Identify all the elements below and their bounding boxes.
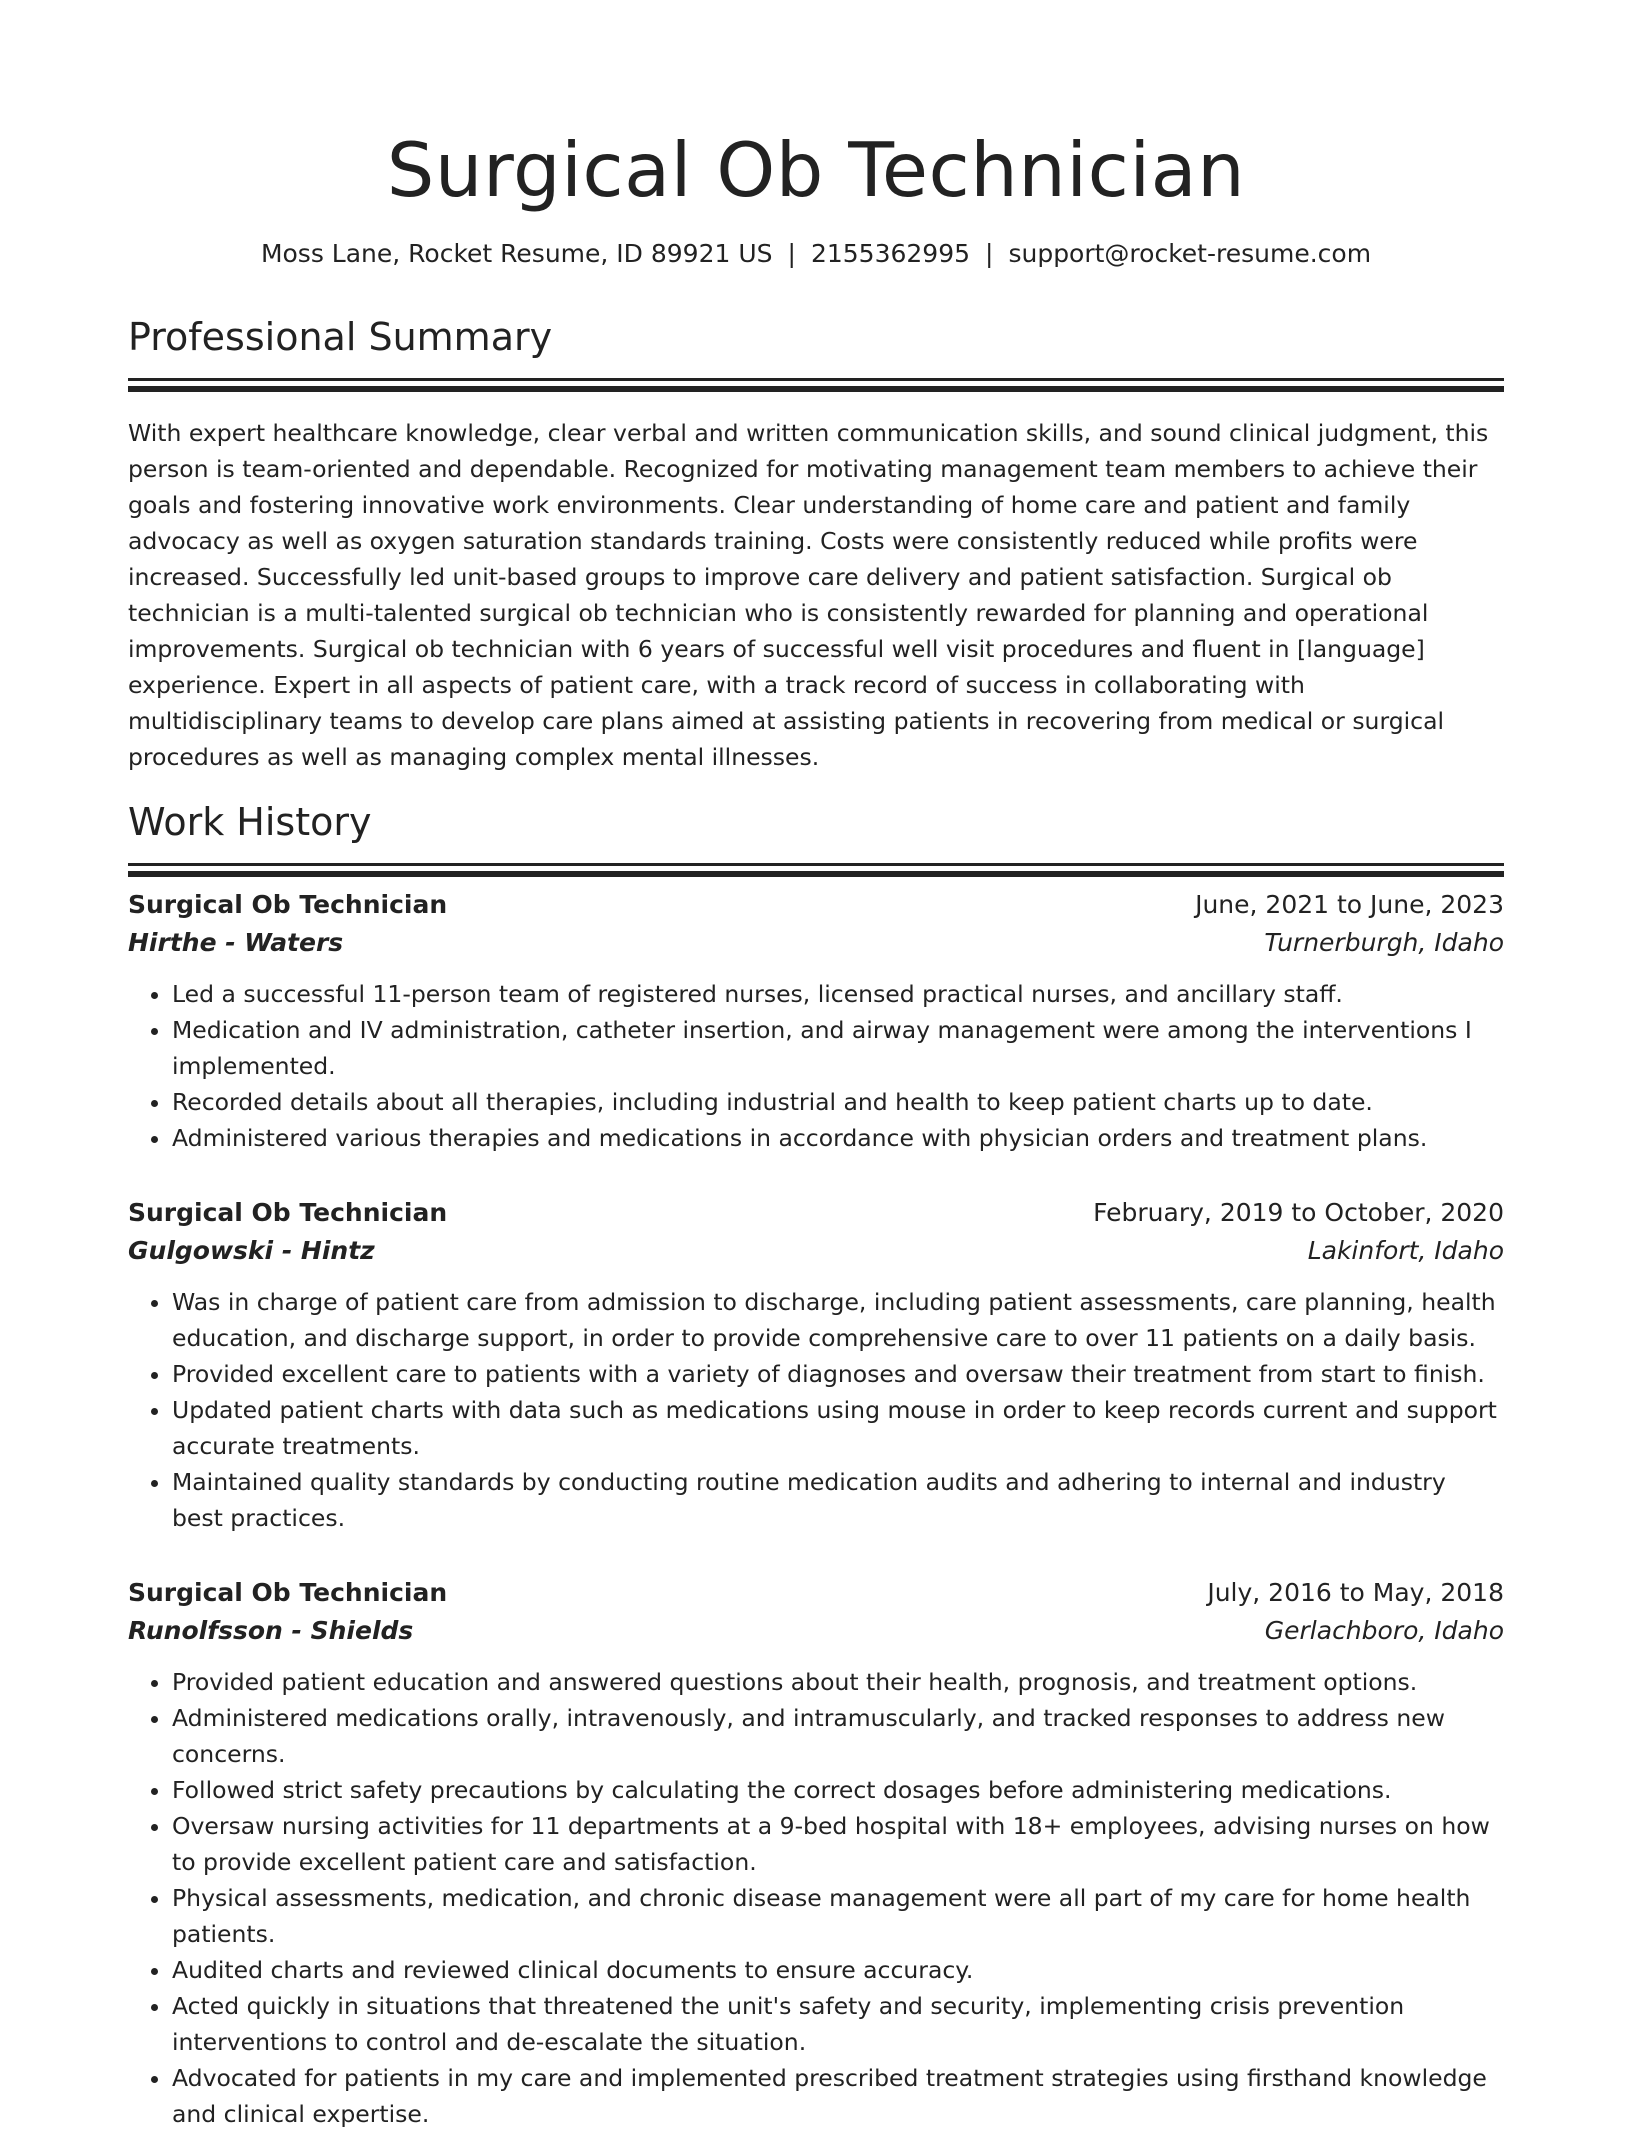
job-location: Lakinfort, Idaho <box>1307 1236 1504 1265</box>
job-dates: June, 2021 to June, 2023 <box>1195 890 1504 919</box>
section-title-work-history: Work History <box>128 800 372 844</box>
contact-separator: | <box>985 239 994 268</box>
contact-email: support@rocket-resume.com <box>1008 239 1372 268</box>
job-entry <box>128 1574 1504 2132</box>
contact-address: Moss Lane, Rocket Resume, ID 89921 US <box>260 239 773 268</box>
job-bullet: • Provided excellent care to patients with a variety of diagnoses and oversaw their treatment from start to finish. <box>172 1356 1504 1392</box>
job-location: Turnerburgh, Idaho <box>1264 928 1504 957</box>
job-bullets <box>128 1284 1504 1536</box>
job-bullet: • Medication and IV administration, catheter insertion, and airway management were among the interventions I implemented. <box>172 1012 1504 1084</box>
job-bullet: • Updated patient charts with data such as medications using mouse in order to keep records current and support accurate treatments. <box>172 1392 1504 1464</box>
job-bullet: • Maintained quality standards by conducting routine medication audits and adhering to internal and industry best practices. <box>172 1464 1504 1536</box>
job-bullet: • Recorded details about all therapies, including industrial and health to keep patient charts up to date. <box>172 1084 1504 1120</box>
job-location: Gerlachboro, Idaho <box>1264 1616 1504 1645</box>
job-bullet: • Administered various therapies and medications in accordance with physician orders and treatment plans. <box>172 1120 1504 1156</box>
job-entry <box>128 886 1504 1156</box>
job-bullet: • Oversaw nursing activities for 11 departments at a 9-bed hospital with 18+ employees, advising nurses on how to provide excellent patient care and satisfaction. <box>172 1808 1504 1880</box>
job-entry <box>128 1194 1504 1536</box>
professional-summary-section <box>128 310 1504 775</box>
job-company: Hirthe - Waters <box>128 928 344 957</box>
job-title: Surgical Ob Technician <box>128 890 448 919</box>
job-bullet: • Advocated for patients in my care and implemented prescribed treatment strategies using firsthand knowledge and clinical expertise. <box>172 2060 1504 2132</box>
job-bullet: • Physical assessments, medication, and chronic disease management were all part of my care for home health patients. <box>172 1880 1504 1952</box>
job-bullet: • Led a successful 11-person team of registered nurses, licensed practical nurses, and ancillary staff. <box>172 976 1504 1012</box>
job-bullets <box>128 1664 1504 2132</box>
contact-separator: | <box>787 239 796 268</box>
section-divider <box>128 378 1504 381</box>
job-title: Surgical Ob Technician <box>128 1578 448 1607</box>
contact-phone: 2155362995 <box>810 239 971 268</box>
job-bullet: • Administered medications orally, intravenously, and intramuscularly, and tracked responses to address new concerns. <box>172 1700 1504 1772</box>
job-bullet: • Provided patient education and answered questions about their health, prognosis, and treatment options. <box>172 1664 1504 1700</box>
job-company: Runolfsson - Shields <box>128 1616 414 1645</box>
job-title: Surgical Ob Technician <box>128 1198 448 1227</box>
job-dates: July, 2016 to May, 2018 <box>1207 1578 1504 1607</box>
job-bullet: • Was in charge of patient care from admission to discharge, including patient assessments, care planning, health education, and discharge support, in order to provide comprehensive care to over 11 patients on a daily basis. <box>172 1284 1504 1356</box>
job-bullet: • Followed strict safety precautions by calculating the correct dosages before administering medications. <box>172 1772 1504 1808</box>
job-dates: February, 2019 to October, 2020 <box>1093 1198 1504 1227</box>
job-bullet: • Acted quickly in situations that threatened the unit's safety and security, implementing crisis prevention interventions to control and de-escalate the situation. <box>172 1988 1504 2060</box>
work-history-section <box>128 795 1504 2132</box>
section-title-summary: Professional Summary <box>128 315 553 359</box>
job-bullet: • Audited charts and reviewed clinical documents to ensure accuracy. <box>172 1952 1504 1988</box>
section-divider <box>128 863 1504 866</box>
job-company: Gulgowski - Hintz <box>128 1236 375 1265</box>
summary-text: With expert healthcare knowledge, clear verbal and written communication skills, and sound clinical judgment, this person is team-oriented and dependable. Recognized for motivating management team members to achieve their goals and fostering innovative work environments. Clear understanding of home care and patient and family advocacy as well as oxygen saturation standards training. Costs were consistently reduced while profits were increased. Successfully led unit-based groups to improve care delivery and patient satisfaction. Surgical ob technician is a multi-talented surgical ob technician who is consistently rewarded for planning and operational improvements. Surgical ob technician with 6 years of successful well visit procedures and fluent in [language] experience. Expert in all aspects of patient care, with a track record of success in collaborating with multidisciplinary teams to develop care plans aimed at assisting patients in recovering from medical or surgical procedures as well as managing complex mental illnesses. <box>128 419 1489 771</box>
job-bullets <box>128 976 1504 1156</box>
resume-name: Surgical Ob Technician <box>386 126 1246 214</box>
contact-line <box>128 236 1504 272</box>
